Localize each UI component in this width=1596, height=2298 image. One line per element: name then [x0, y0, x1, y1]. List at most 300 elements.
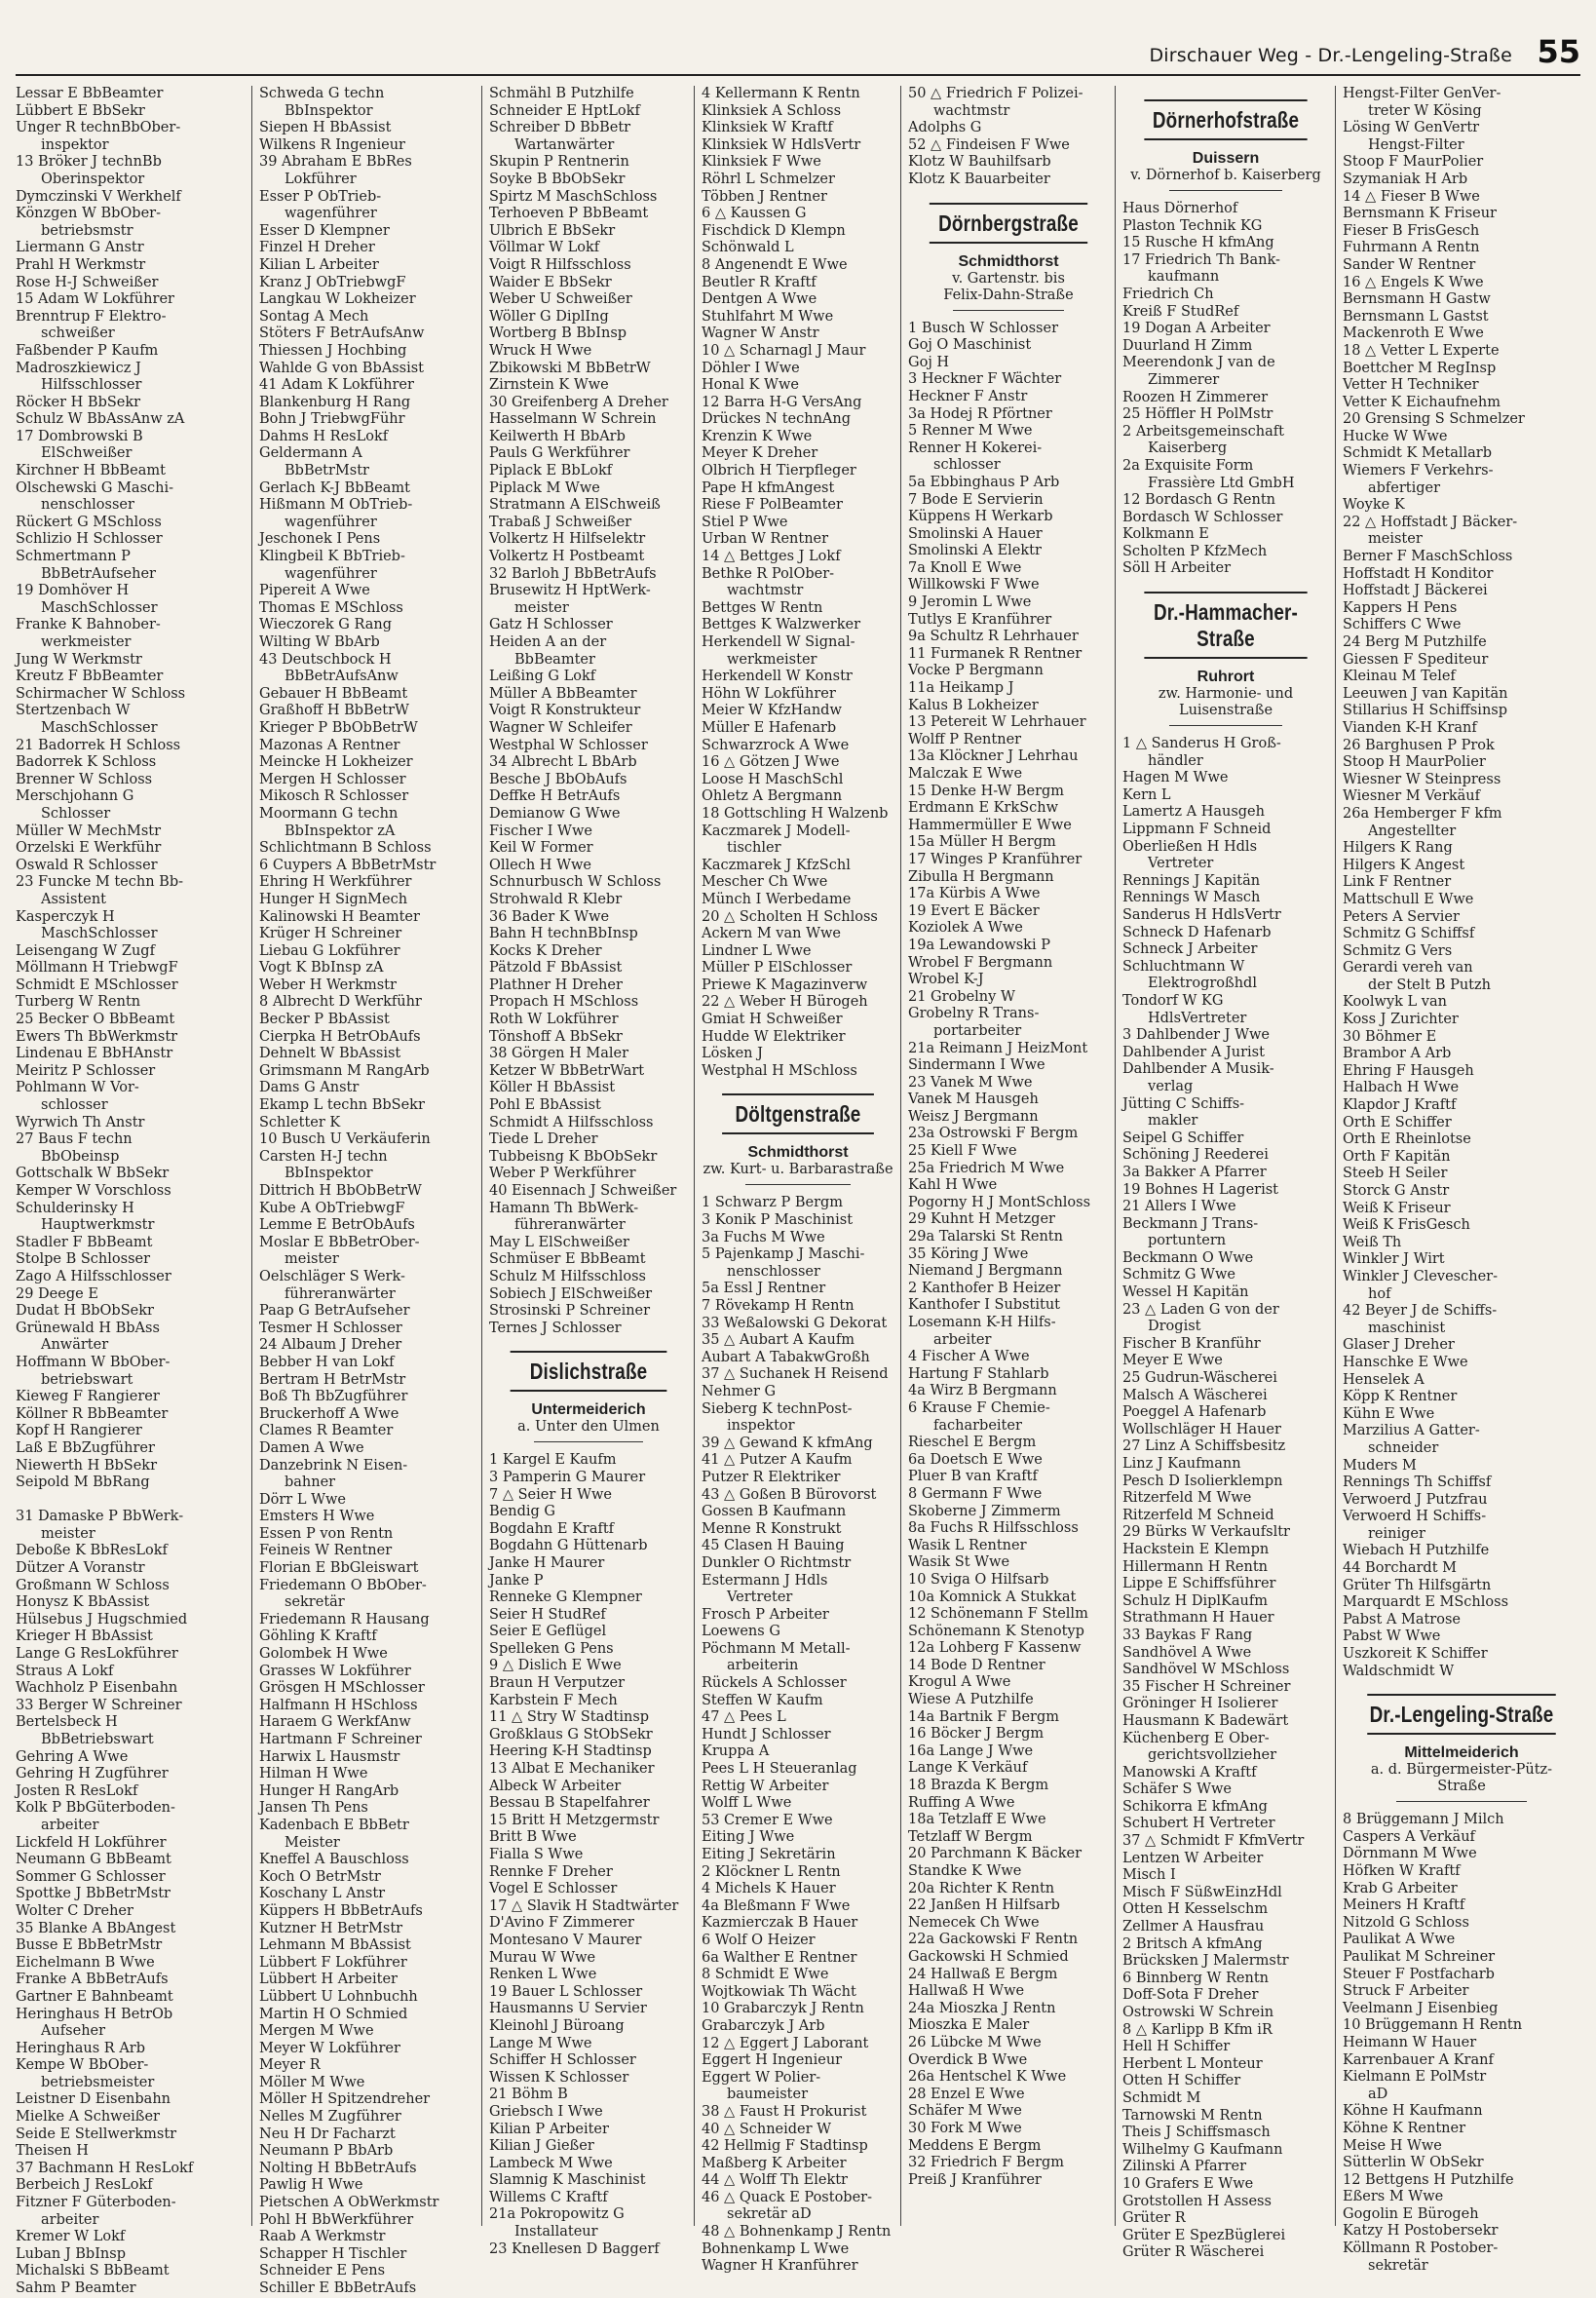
- resident-entry: Trabaß J Schweißer: [489, 514, 632, 530]
- resident-entry: Struck F Arbeiter: [1343, 1983, 1469, 2000]
- resident-entry: 3a Hodej R Pförtner: [908, 405, 1052, 422]
- resident-entry: 31 Damaske P BbWerk-: [16, 1509, 184, 1525]
- resident-entry: 2a Exquisite Form: [1122, 457, 1254, 474]
- entry-continuation: arbeiter: [41, 1817, 99, 1833]
- resident-entry: 7 Rövekamp H Rentn: [702, 1298, 855, 1314]
- resident-entry: Orth E Schiffer: [1343, 1114, 1452, 1130]
- page-header: [16, 31, 1580, 72]
- resident-entry: Wolter C Dreher: [16, 1902, 133, 1919]
- resident-entry: Seier H StudRef: [489, 1606, 606, 1623]
- resident-entry: Strosinski P Schreiner: [489, 1303, 651, 1320]
- resident-entry: 32 Barloh J BbBetrAufs: [489, 565, 657, 582]
- resident-entry: 28 Enzel E Wwe: [908, 2086, 1025, 2102]
- resident-entry: Seipold M BbRang: [16, 1475, 150, 1491]
- resident-entry: Schneider E Pens: [259, 2263, 386, 2279]
- resident-entry: Wagner W Anstr: [702, 326, 819, 342]
- resident-entry: Sahm P Beamter: [16, 2280, 136, 2296]
- resident-entry: 2 Arbeitsgemeinschaft: [1122, 423, 1284, 440]
- resident-entry: Dymczinski V Werkhelf: [16, 188, 181, 205]
- resident-entry: Heiden A an der: [489, 634, 607, 650]
- entry-continuation: betriebsmstr: [41, 222, 133, 239]
- resident-entry: Lange M Wwe: [489, 2035, 592, 2051]
- resident-entry: Mioszka E Maler: [908, 2017, 1030, 2034]
- resident-entry: 43 Deutschbock H: [259, 651, 392, 668]
- resident-entry: 27 Baus F techn: [16, 1131, 133, 1148]
- resident-entry: Hallwaß H Wwe: [908, 1983, 1025, 2000]
- resident-entry: Olschewski G Maschi-: [16, 479, 174, 496]
- resident-entry: 16a Lange J Wwe: [908, 1743, 1034, 1759]
- resident-entry: May L ElSchweißer: [489, 1234, 629, 1250]
- resident-entry: Krieger H BbAssist: [16, 1628, 153, 1645]
- resident-entry: 33 Baykas F Rang: [1122, 1627, 1253, 1643]
- resident-entry: Kühn E Wwe: [1343, 1405, 1435, 1422]
- entry-continuation: sekretär: [285, 1594, 345, 1611]
- column-divider: [481, 86, 482, 2226]
- resident-entry: Nehmer G: [702, 1383, 777, 1399]
- resident-entry: Loose H MaschSchl: [702, 771, 844, 787]
- street-extent: Luisenstraße: [1178, 703, 1273, 719]
- resident-entry: Grüter R: [1122, 2210, 1186, 2227]
- resident-entry: Schulz M Hilfsschloss: [489, 1268, 646, 1284]
- resident-entry: Kreutz F BbBeamter: [16, 669, 164, 685]
- street-name: Döltgenstraße: [722, 1093, 874, 1134]
- entry-continuation: arbeiter: [933, 1331, 992, 1348]
- resident-entry: Kranz J ObTriebwgF: [259, 274, 406, 290]
- resident-entry: Josten R ResLokf: [16, 1782, 138, 1799]
- street-extent: a. Unter den Ulmen: [517, 1419, 660, 1436]
- resident-entry: Wagner H Kranführer: [702, 2258, 858, 2275]
- resident-entry: Golombek H Wwe: [259, 1646, 388, 1663]
- column-divider: [1335, 86, 1336, 2226]
- resident-entry: Pluer B van Kraftf: [908, 1469, 1038, 1485]
- resident-entry: 9a Schultz R Lehrhauer: [908, 629, 1079, 645]
- resident-entry: Niewerth H BbSekr: [16, 1457, 158, 1474]
- resident-entry: Lösing W GenVertr: [1343, 120, 1480, 136]
- resident-entry: Schneck D Hafenarb: [1122, 924, 1272, 940]
- resident-entry: 18a Tetzlaff E Wwe: [908, 1812, 1046, 1828]
- resident-entry: 5 Pajenkamp J Maschi-: [702, 1246, 865, 1263]
- resident-entry: Wojtkowiak Th Wächt: [702, 1983, 856, 2000]
- resident-entry: Poeggel A Hafenarb: [1122, 1404, 1267, 1421]
- resident-entry: Stillarius H Schiffsinsp: [1343, 703, 1508, 719]
- resident-entry: Kazmierczak B Hauer: [702, 1915, 858, 1932]
- resident-entry: Schmertmann P: [16, 549, 131, 565]
- resident-entry: Rennings Th Schiffsf: [1343, 1475, 1492, 1491]
- resident-entry: Sobiech J ElSchweißer: [489, 1285, 653, 1302]
- entry-continuation: BbBetrAufseher: [41, 565, 156, 582]
- resident-entry: Sander W Rentner: [1343, 256, 1476, 273]
- entry-continuation: inspektor: [727, 1418, 795, 1435]
- resident-entry: Stertzenbach W: [16, 703, 131, 719]
- resident-entry: 12 △ Eggert J Laborant: [702, 2035, 869, 2051]
- resident-entry: Madroszkiewicz J: [16, 360, 141, 376]
- resident-entry: Roozen H Zimmerer: [1122, 389, 1269, 405]
- resident-entry: Fuhrmann A Rentn: [1343, 240, 1480, 256]
- resident-entry: 9 △ Dislich E Wwe: [489, 1658, 622, 1674]
- resident-entry: Köhne K Rentner: [1343, 2120, 1465, 2136]
- resident-entry: Storck G Anstr: [1343, 1183, 1450, 1199]
- resident-entry: Wachholz P Eisenbahn: [16, 1680, 178, 1697]
- entry-continuation: arbeiter: [41, 2211, 99, 2228]
- resident-entry: 3 Dahlbender J Wwe: [1122, 1027, 1271, 1044]
- entry-continuation: Meister: [285, 1834, 340, 1851]
- entry-continuation: Assistent: [41, 891, 107, 907]
- district-name: Duissern: [1192, 150, 1260, 167]
- resident-entry: 8 Albrecht D Werkführ: [259, 994, 422, 1011]
- resident-entry: Fieser B FrisGesch: [1343, 222, 1480, 239]
- resident-entry: Brenntrup F Elektro-: [16, 308, 167, 325]
- entry-continuation: sekretär: [1368, 2257, 1428, 2274]
- resident-entry: 52 △ Findeisen F Wwe: [908, 136, 1070, 153]
- resident-entry: Tönshoff A BbSekr: [489, 1028, 623, 1045]
- resident-entry: Clames R Beamter: [259, 1423, 394, 1439]
- resident-entry: Plathner H Dreher: [489, 977, 623, 993]
- resident-entry: Küchenberg E Ober-: [1122, 1730, 1270, 1746]
- resident-entry: Müller W MechMstr: [16, 823, 162, 839]
- resident-entry: Lösken J: [702, 1046, 763, 1062]
- section-rule: [1169, 190, 1283, 191]
- resident-entry: Vocke P Bergmann: [908, 663, 1044, 679]
- resident-entry: Tubbeisng K BbObSekr: [489, 1148, 658, 1165]
- resident-entry: Heering K-H Stadtinsp: [489, 1743, 652, 1760]
- resident-entry: Misch I: [1122, 1867, 1176, 1884]
- resident-entry: [16, 1492, 246, 1510]
- resident-entry: Goj H: [908, 354, 950, 370]
- resident-entry: Janke P: [489, 1572, 544, 1589]
- resident-entry: Vetter K Eichaufnehm: [1343, 394, 1501, 410]
- resident-entry: Schmidt K Metallarb: [1343, 445, 1492, 462]
- street-section: [1122, 99, 1329, 191]
- street-extent: v. Dörnerhof b. Kaiserberg: [1130, 168, 1321, 183]
- resident-entry: Sindermann I Wwe: [908, 1057, 1045, 1074]
- resident-entry: Pipereit A Wwe: [259, 583, 370, 599]
- resident-entry: 12 Bordasch G Rentn: [1122, 492, 1276, 509]
- entry-continuation: verlag: [1148, 1078, 1194, 1094]
- resident-entry: Ostrowski W Schrein: [1122, 2005, 1274, 2020]
- resident-entry: Koschany L Anstr: [259, 1886, 386, 1902]
- resident-entry: 15 Britt H Metzgermstr: [489, 1812, 660, 1828]
- resident-entry: Nelles M Zugführer: [259, 2109, 401, 2126]
- resident-entry: Sütterlin W ObSekr: [1343, 2155, 1484, 2171]
- resident-entry: Schmidt E MSchlosser: [16, 977, 178, 993]
- resident-entry: Kilian J Gießer: [489, 2138, 594, 2155]
- resident-entry: Völlmar W Lokf: [489, 240, 600, 256]
- resident-entry: 14 △ Bettges J Lokf: [702, 549, 841, 565]
- resident-entry: Janke H Maurer: [489, 1554, 605, 1571]
- resident-entry: Lange K Verkäuf: [908, 1760, 1028, 1777]
- resident-entry: 19 Bauer L Schlosser: [489, 1983, 643, 2000]
- resident-entry: Ackern M van Wwe: [702, 926, 841, 942]
- resident-entry: Dörr L Wwe: [259, 1491, 346, 1508]
- resident-entry: Kaczmarek J Modell-: [702, 823, 851, 839]
- resident-entry: Jung W Werkmstr: [16, 651, 142, 668]
- resident-entry: 13 Petereit W Lehrhauer: [908, 714, 1086, 731]
- resident-entry: Schmitz G Vers: [1343, 942, 1453, 959]
- resident-entry: Röhrl L Schmelzer: [702, 171, 835, 187]
- resident-entry: Theisen H: [16, 2143, 89, 2160]
- resident-entry: 10 Busch U Verkäuferin: [259, 1131, 431, 1148]
- resident-entry: 21a Pokropowitz G: [489, 2206, 625, 2223]
- resident-entry: Fischer B Kranführ: [1122, 1335, 1261, 1352]
- resident-entry: 4 Fischer A Wwe: [908, 1349, 1030, 1365]
- resident-entry: 4a Wirz B Bergmann: [908, 1383, 1057, 1399]
- resident-entry: 11 △ Stry W Stadtinsp: [489, 1709, 650, 1726]
- resident-entry: Hunger H RangArb: [259, 1782, 399, 1799]
- resident-entry: 35 Fischer H Schreiner: [1122, 1678, 1291, 1695]
- resident-entry: Fischer I Wwe: [489, 823, 592, 839]
- entry-continuation: wachtmstr: [933, 102, 1010, 119]
- resident-entry: Dahlbender A Jurist: [1122, 1044, 1265, 1060]
- resident-entry: Vogt K BbInsp zA: [259, 960, 384, 977]
- resident-entry: Paap G BetrAufseher: [259, 1303, 410, 1320]
- resident-entry: 27 Linz A Schiffsbesitz: [1122, 1438, 1286, 1455]
- resident-entry: Wilting W BbArb: [259, 634, 380, 650]
- resident-entry: Raab A Werkmstr: [259, 2229, 386, 2245]
- resident-entry: 43 △ Goßen B Bürovorst: [702, 1486, 877, 1503]
- resident-entry: 18 Gottschling H Walzenb: [702, 805, 889, 822]
- resident-entry: Hißmann M ObTrieb-: [259, 497, 413, 514]
- resident-entry: Klotz K Bauarbeiter: [908, 171, 1050, 187]
- resident-entry: 6 Cuypers A BbBetrMstr: [259, 857, 437, 873]
- resident-entry: Berbeich J ResLokf: [16, 2177, 153, 2194]
- resident-entry: Schneider E HptLokf: [489, 102, 640, 119]
- resident-entry: Zirnstein K Wwe: [489, 377, 609, 394]
- resident-entry: Kilian P Arbeiter: [489, 2121, 609, 2137]
- resident-entry: Pohl H BbWerkführer: [259, 2211, 414, 2228]
- resident-entry: Orzelski E Werkführ: [16, 840, 162, 857]
- resident-entry: Glaser J Dreher: [1343, 1337, 1455, 1354]
- resident-entry: Steffen W Kaufm: [702, 1692, 823, 1708]
- resident-entry: Meise H Wwe: [1343, 2137, 1442, 2154]
- resident-entry: Hülsebus J Hugschmied: [16, 1611, 188, 1628]
- resident-entry: Schluchtmann W: [1122, 958, 1245, 975]
- resident-entry: Wahlde G von BbAssist: [259, 360, 424, 376]
- resident-entry: Köpp K Rentner: [1343, 1389, 1458, 1405]
- resident-entry: Schulderinsky H: [16, 1200, 134, 1216]
- resident-entry: Meiners H Kraftf: [1343, 1897, 1465, 1914]
- resident-entry: 10 Sviga O Hilfsarb: [908, 1571, 1049, 1588]
- resident-entry: Badorrek K Schloss: [16, 754, 157, 771]
- entry-continuation: wachtmstr: [727, 583, 804, 599]
- entry-continuation: werkmeister: [727, 651, 817, 668]
- resident-entry: Großmann W Schloss: [16, 1577, 170, 1593]
- resident-entry: Schmähl B Putzhilfe: [489, 86, 634, 101]
- resident-entry: Kieweg F Rangierer: [16, 1389, 160, 1405]
- entry-continuation: Drogist: [1148, 1319, 1201, 1335]
- street-extent: a. d. Bürgermeister-Pütz-: [1370, 1762, 1553, 1779]
- resident-entry: 16 △ Engels K Wwe: [1343, 274, 1484, 290]
- entry-continuation: Lokführer: [285, 171, 357, 187]
- resident-entry: Wagner W Schleifer: [489, 719, 632, 736]
- resident-entry: 22 △ Weber H Bürogeh: [702, 994, 868, 1011]
- resident-entry: Rennings W Masch: [1122, 890, 1261, 906]
- resident-entry: Brambor A Arb: [1343, 1046, 1452, 1062]
- resident-entry: Meincke H Lokheizer: [259, 754, 413, 771]
- resident-entry: 24 Hallwaß E Bergm: [908, 1966, 1058, 1982]
- resident-entry: Demianow G Wwe: [489, 805, 621, 822]
- resident-entry: 1 Busch W Schlosser: [908, 320, 1059, 336]
- resident-entry: Göhling K Kraftf: [259, 1628, 377, 1645]
- resident-entry: Duurland H Zimm: [1122, 337, 1253, 354]
- resident-entry: Leißing G Lokf: [489, 669, 596, 685]
- resident-entry: Frosch P Arbeiter: [702, 1606, 829, 1623]
- resident-entry: Bahn H technBbInsp: [489, 926, 638, 942]
- resident-entry: Dörnmann M Wwe: [1343, 1846, 1477, 1862]
- resident-entry: Klinksiek W Kraftf: [702, 120, 833, 136]
- resident-entry: 37 △ Suchanek H Reisend: [702, 1366, 889, 1383]
- entry-continuation: meister: [514, 599, 569, 616]
- entry-continuation: wagenführer: [285, 565, 377, 582]
- resident-entry: 6 Wolf O Heizer: [702, 1932, 816, 1948]
- resident-entry: Katzy H Postobersekr: [1343, 2223, 1499, 2240]
- resident-entry: Feineis W Rentner: [259, 1543, 393, 1559]
- entry-continuation: Installateur: [514, 2224, 598, 2241]
- resident-entry: Esser P ObTrieb-: [259, 188, 382, 205]
- district-name: Untermeiderich: [531, 1401, 646, 1419]
- resident-entry: Ulbrich E BbSekr: [489, 222, 616, 239]
- resident-entry: Grüter R Wäscherei: [1122, 2244, 1265, 2261]
- resident-entry: Krogul A Wwe: [908, 1674, 1011, 1691]
- entry-continuation: nenschlosser: [727, 1263, 820, 1280]
- resident-entry: Lindner L Wwe: [702, 942, 812, 959]
- resident-entry: Seipel G Schiffer: [1122, 1130, 1244, 1146]
- resident-entry: Schneck J Arbeiter: [1122, 941, 1258, 958]
- resident-entry: Kleinau M Telef: [1343, 669, 1456, 685]
- resident-entry: Schikorra E kfmAng: [1122, 1798, 1268, 1815]
- entry-continuation: hof: [1368, 1285, 1391, 1302]
- entry-continuation: BbBetrMstr: [285, 463, 369, 479]
- resident-entry: Köhne H Kaufmann: [1343, 2103, 1483, 2120]
- resident-entry: 40 △ Schneider W: [702, 2121, 832, 2137]
- resident-entry: Rose H-J Schweißer: [16, 274, 159, 290]
- resident-entry: Langkau W Lokheizer: [259, 291, 416, 308]
- resident-entry: Keil W Former: [489, 840, 593, 857]
- column-divider: [694, 86, 695, 2226]
- entry-continuation: tischler: [727, 840, 781, 857]
- resident-entry: Paulikat A Wwe: [1343, 1932, 1456, 1948]
- resident-entry: 15 Denke H-W Bergm: [908, 783, 1065, 799]
- resident-entry: 35 Blanke A BbAngest: [16, 1920, 176, 1936]
- resident-entry: Bethke R PolOber-: [702, 565, 835, 582]
- resident-entry: Tesmer H Schlosser: [259, 1320, 402, 1336]
- resident-entry: Bernsmann L Gastst: [1343, 308, 1489, 325]
- entry-continuation: führeranwärter: [514, 1217, 626, 1234]
- resident-entry: 29 Bürks W Verkaufsltr: [1122, 1524, 1290, 1541]
- resident-entry: 16 △ Götzen J Wwe: [702, 754, 840, 771]
- resident-entry: Hagen M Wwe: [1122, 770, 1229, 786]
- resident-entry: Renneke G Klempner: [489, 1589, 642, 1606]
- resident-entry: Wiebach H Putzhilfe: [1343, 1543, 1490, 1559]
- resident-entry: Bohnenkamp L Wwe: [702, 2241, 850, 2257]
- entry-continuation: werkmeister: [41, 634, 132, 650]
- resident-entry: Söll H Arbeiter: [1122, 560, 1232, 577]
- resident-entry: Vogel E Schlosser: [489, 1881, 618, 1897]
- resident-entry: 13 Bröker J technBb: [16, 154, 162, 171]
- resident-entry: Montesano V Maurer: [489, 1932, 642, 1948]
- resident-entry: Hell H Schiffer: [1122, 2039, 1231, 2055]
- resident-entry: Stadler F BbBeamt: [16, 1234, 153, 1250]
- resident-entry: 35 △ Aubart A Kaufm: [702, 1332, 855, 1349]
- entry-continuation: führeranwärter: [285, 1285, 396, 1302]
- resident-entry: Dahms H ResLokf: [259, 428, 389, 444]
- resident-entry: Schönemann K Stenotyp: [908, 1623, 1084, 1639]
- resident-entry: Ehring F Hausgeh: [1343, 1062, 1474, 1079]
- resident-entry: 37 Bachmann H ResLokf: [16, 2160, 194, 2176]
- resident-entry: Weisz J Bergmann: [908, 1108, 1039, 1125]
- resident-entry: Verwoerd J Putzfrau: [1343, 1491, 1488, 1508]
- entry-continuation: ElSchweißer: [41, 445, 133, 462]
- resident-entry: Erdmann E KrkSchw: [908, 800, 1059, 817]
- resident-entry: Michalski S BbBeamt: [16, 2263, 170, 2279]
- entry-continuation: wagenführer: [285, 514, 377, 530]
- resident-entry: Stiel P Wwe: [702, 514, 788, 530]
- resident-entry: Zago A Hilfsschlosser: [16, 1268, 171, 1284]
- resident-entry: Prahl H Werkmstr: [16, 256, 146, 273]
- resident-entry: Hammermüller E Wwe: [908, 817, 1072, 833]
- resident-entry: Goj O Maschinist: [908, 337, 1032, 354]
- resident-entry: Gmiat H Schweißer: [702, 1012, 843, 1028]
- resident-entry: Oberließen H Hdls: [1122, 838, 1258, 855]
- column-divider: [1115, 86, 1116, 2226]
- street-section: [702, 1093, 894, 1185]
- resident-entry: Volkertz H Hilfselektr: [489, 531, 646, 548]
- resident-entry: Kempe W BbOber-: [16, 2057, 149, 2074]
- resident-entry: Bogdahn E Kraftf: [489, 1520, 615, 1537]
- resident-entry: Kalinowski H Beamter: [259, 908, 420, 925]
- resident-entry: Köller H BbAssist: [489, 1080, 616, 1096]
- resident-entry: Gottschalk W BbSekr: [16, 1166, 170, 1182]
- resident-entry: Strathmann H Hauer: [1122, 1610, 1274, 1627]
- resident-entry: Maßberg K Arbeiter: [702, 2155, 847, 2171]
- resident-entry: Koch O BetrMstr: [259, 1868, 381, 1885]
- resident-entry: Woyke K: [1343, 497, 1405, 514]
- resident-entry: 30 Fork M Wwe: [908, 2120, 1022, 2136]
- resident-entry: Leistner D Eisenbahn: [16, 2091, 171, 2108]
- resident-entry: Klotz W Bauhilfsarb: [908, 154, 1051, 171]
- resident-entry: Losemann K-H Hilfs-: [908, 1315, 1056, 1330]
- resident-entry: Koziolek A Wwe: [908, 920, 1023, 937]
- section-rule: [1396, 1801, 1527, 1802]
- resident-entry: Laß E BbZugführer: [16, 1439, 155, 1456]
- resident-entry: Pätzold F BbAssist: [489, 960, 623, 977]
- resident-entry: Karbstein F Mech: [489, 1692, 618, 1708]
- resident-entry: Herbent L Monteur: [1122, 2055, 1263, 2072]
- resident-entry: 4 Kellermann K Rentn: [702, 86, 860, 101]
- resident-entry: 10 Grafers E Wwe: [1122, 2175, 1254, 2192]
- resident-entry: Friedemann O BbOber-: [259, 1577, 427, 1593]
- resident-entry: Westphal W Schlosser: [489, 737, 648, 753]
- resident-entry: Hilgers K Rang: [1343, 840, 1453, 857]
- entry-continuation: gerichtsvollzieher: [1148, 1747, 1277, 1764]
- resident-entry: Kocks K Dreher: [489, 942, 602, 959]
- resident-entry: Neumann P BbArb: [259, 2143, 394, 2160]
- resident-entry: Malczak E Wwe: [908, 766, 1023, 782]
- resident-entry: Propach H MSchloss: [489, 994, 639, 1011]
- resident-entry: Kruppa A: [702, 1743, 770, 1760]
- entry-continuation: Hengst-Filter: [1368, 136, 1464, 153]
- resident-entry: Wyrwich Th Anstr: [16, 1114, 145, 1130]
- entry-continuation: schneider: [1368, 1439, 1439, 1456]
- resident-entry: 7a Knoll E Wwe: [908, 559, 1022, 576]
- entry-continuation: inspektor: [41, 136, 109, 153]
- resident-entry: Wöller G DiplIng: [489, 308, 609, 325]
- page-title: Dirschauer Weg - Dr.-Lengeling-Straße: [1149, 45, 1512, 66]
- resident-entry: Nolting H BbBetrAufs: [259, 2160, 417, 2176]
- resident-entry: Hausmann K Badewärt: [1122, 1712, 1289, 1729]
- resident-entry: Danzebrink N Eisen-: [259, 1457, 408, 1474]
- resident-entry: Oswald R Schlosser: [16, 857, 158, 873]
- resident-entry: Turberg W Rentn: [16, 994, 141, 1011]
